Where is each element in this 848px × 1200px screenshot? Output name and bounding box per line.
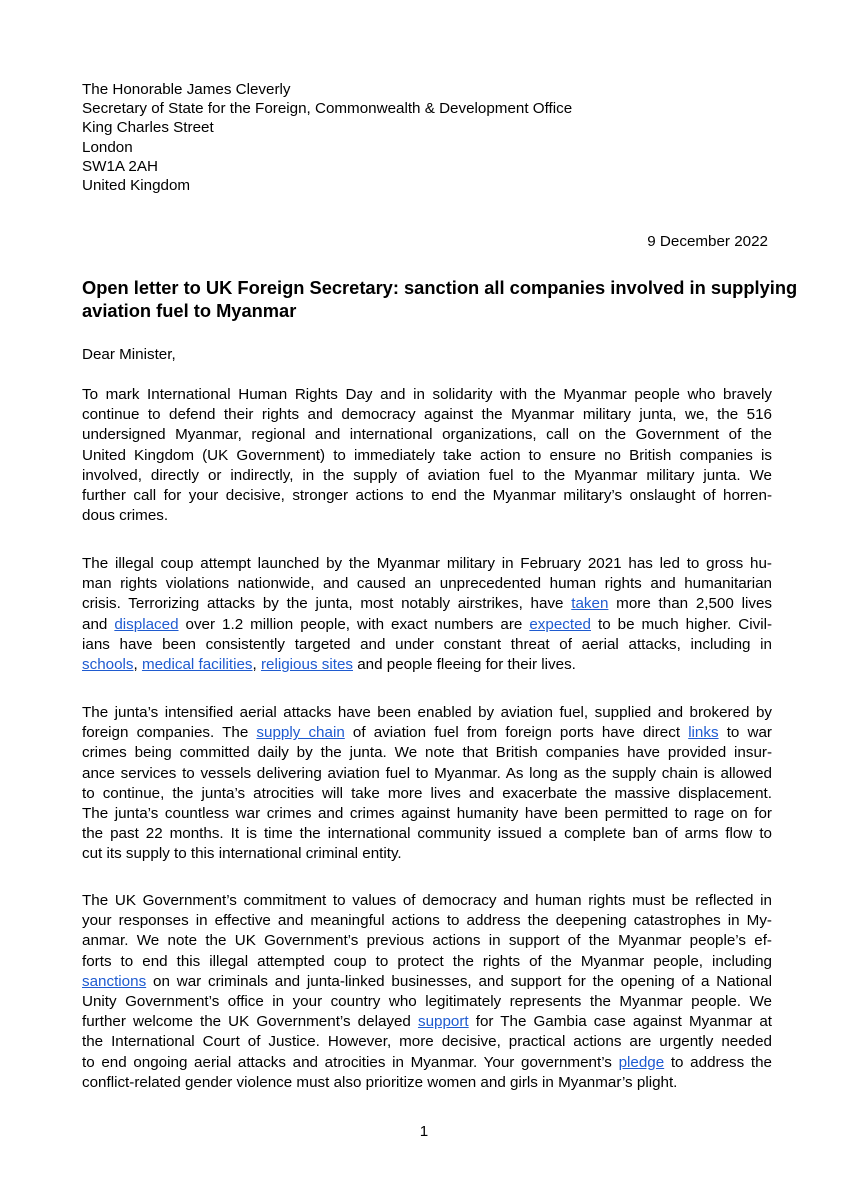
text-segment: over 1.2 million people, with exact numbers are (178, 615, 530, 633)
address-line: King Charles Street (82, 119, 214, 137)
text-segment: more than 2,500 lives (608, 595, 772, 613)
text-segment: to address the (664, 1053, 772, 1071)
paragraph-line (82, 615, 772, 635)
paragraph-line: anmar. We note the UK Government’s previous actions in support of the Myanmar people’s ef- (82, 932, 772, 950)
recipient-address (82, 80, 762, 195)
paragraph-line: Unity Government’s office in your country who legitimately represents the Myanmar people. We (82, 993, 772, 1011)
paragraph-line: further call for your decisive, stronger actions to end the Myanmar military’s onslaught of horren- (82, 487, 772, 505)
paragraph-line: undersigned Myanmar, regional and international organizations, call on the Government of the (82, 426, 772, 444)
link-support[interactable]: support (417, 1013, 469, 1031)
text-segment: , (252, 656, 261, 674)
text-segment: on war criminals and junta-linked businesses, and support for the opening of a National (146, 972, 772, 990)
text-segment: for The Gambia case against Myanmar at (468, 1013, 772, 1031)
link-medical-facilities[interactable]: medical facilities (141, 656, 253, 674)
paragraph-line: to continue, the junta’s atrocities will take more lives and exacerbate the massive displacement. (82, 784, 772, 802)
link-pledge[interactable]: pledge (618, 1053, 665, 1071)
text-segment: to be much higher. Civil- (590, 615, 772, 633)
paragraph-line: To mark International Human Rights Day and in solidarity with the Myanmar people who bravely (82, 386, 772, 403)
text-segment: of aviation fuel from foreign ports have direct (344, 724, 689, 742)
paragraph-line (82, 594, 772, 614)
text-segment: to end ongoing aerial attacks and atrocities in Myanmar. Your government’s (82, 1053, 619, 1071)
paragraph-line: ians have been consistently targeted and under constant threat of aerial attacks, including in (82, 635, 772, 653)
paragraph-line: the International Court of Justice. However, more decisive, practical actions are urgently needed (82, 1033, 772, 1051)
text-segment: crisis. Terrorizing attacks by the junta, most notably airstrikes, have (82, 595, 572, 613)
paragraph-line: The junta’s countless war crimes and crimes against humanity have been permitted to rage on for (82, 805, 772, 823)
paragraph-line (82, 972, 772, 992)
paragraph-line: involved, directly or indirectly, in the supply of aviation fuel to the Myanmar military junta. We (82, 466, 772, 484)
address-line: United Kingdom (82, 177, 191, 195)
paragraph-line: The junta’s intensified aerial attacks have been enabled by aviation fuel, supplied and brokered by (82, 704, 772, 721)
text-segment: foreign companies. The (82, 724, 257, 742)
address-line: London (82, 138, 133, 156)
paragraph-line: The illegal coup attempt launched by the Myanmar military in February 2021 has led to gross hu- (82, 555, 772, 572)
paragraph-2 (82, 554, 772, 675)
title-line: Open letter to UK Foreign Secretary: sanction all companies involved in supplying (82, 277, 798, 298)
paragraph-1 (82, 385, 772, 526)
paragraph-line: cut its supply to this international criminal entity. (82, 845, 402, 863)
text-segment: to war (718, 724, 772, 742)
link-religious-sites[interactable]: religious sites (260, 656, 353, 674)
address-line: The Honorable James Cleverly (82, 81, 291, 98)
paragraph-line: continue to defend their rights and democracy against the Myanmar military junta, we, the 516 (82, 406, 772, 424)
link-links[interactable]: links (688, 724, 719, 742)
paragraph-line (82, 655, 772, 675)
letter-title (82, 276, 798, 322)
paragraph-4 (82, 891, 772, 1093)
paragraph-line (82, 723, 772, 743)
paragraph-line: forts to end this illegal attempted coup to protect the rights of the Myanmar people, including (82, 952, 772, 970)
paragraph-line: ance services to vessels delivering aviation fuel to Myanmar. As long as the supply chain is allowed (82, 764, 772, 782)
link-taken[interactable]: taken (571, 595, 609, 613)
title-line: aviation fuel to Myanmar (82, 300, 297, 321)
paragraph-line: conflict-related gender violence must also prioritize women and girls in Myanmar’s plight. (82, 1073, 678, 1091)
address-line: Secretary of State for the Foreign, Commonwealth & Development Office (82, 100, 573, 118)
text-segment: and people fleeing for their lives. (353, 656, 576, 674)
paragraph-line: the past 22 months. It is time the international community issued a complete ban of arms flow to (82, 825, 772, 843)
link-expected[interactable]: expected (529, 615, 591, 633)
paragraph-line: crimes being committed daily by the junta. We note that British companies have provided insur- (82, 744, 772, 762)
link-supply-chain[interactable]: supply chain (256, 724, 345, 742)
link-sanctions[interactable]: sanctions (82, 972, 147, 990)
text-segment: , (133, 656, 142, 674)
paragraph-line: dous crimes. (82, 507, 169, 525)
page-number: 1 (419, 1123, 429, 1140)
address-line: SW1A 2AH (82, 157, 158, 175)
paragraph-line (82, 1012, 772, 1032)
text-segment: and (82, 615, 115, 633)
paragraph-line: man rights violations nationwide, and caused an unprecedented human rights and humanitarian (82, 575, 772, 593)
salutation: Dear Minister, (82, 346, 176, 363)
text-segment: further welcome the UK Government’s delayed (82, 1013, 418, 1031)
paragraph-3 (82, 703, 772, 865)
link-schools[interactable]: schools (82, 656, 134, 674)
paragraph-line (82, 1053, 772, 1073)
paragraph-line: your responses in effective and meaningful actions to address the deepening catastrophes in My- (82, 912, 772, 930)
paragraph-line: United Kingdom (UK Government) to immediately take action to ensure no British companies is (82, 446, 772, 464)
letter-date: 9 December 2022 (647, 233, 768, 250)
paragraph-line: The UK Government’s commitment to values of democracy and human rights must be reflected in (82, 892, 772, 909)
link-displaced[interactable]: displaced (114, 615, 179, 633)
